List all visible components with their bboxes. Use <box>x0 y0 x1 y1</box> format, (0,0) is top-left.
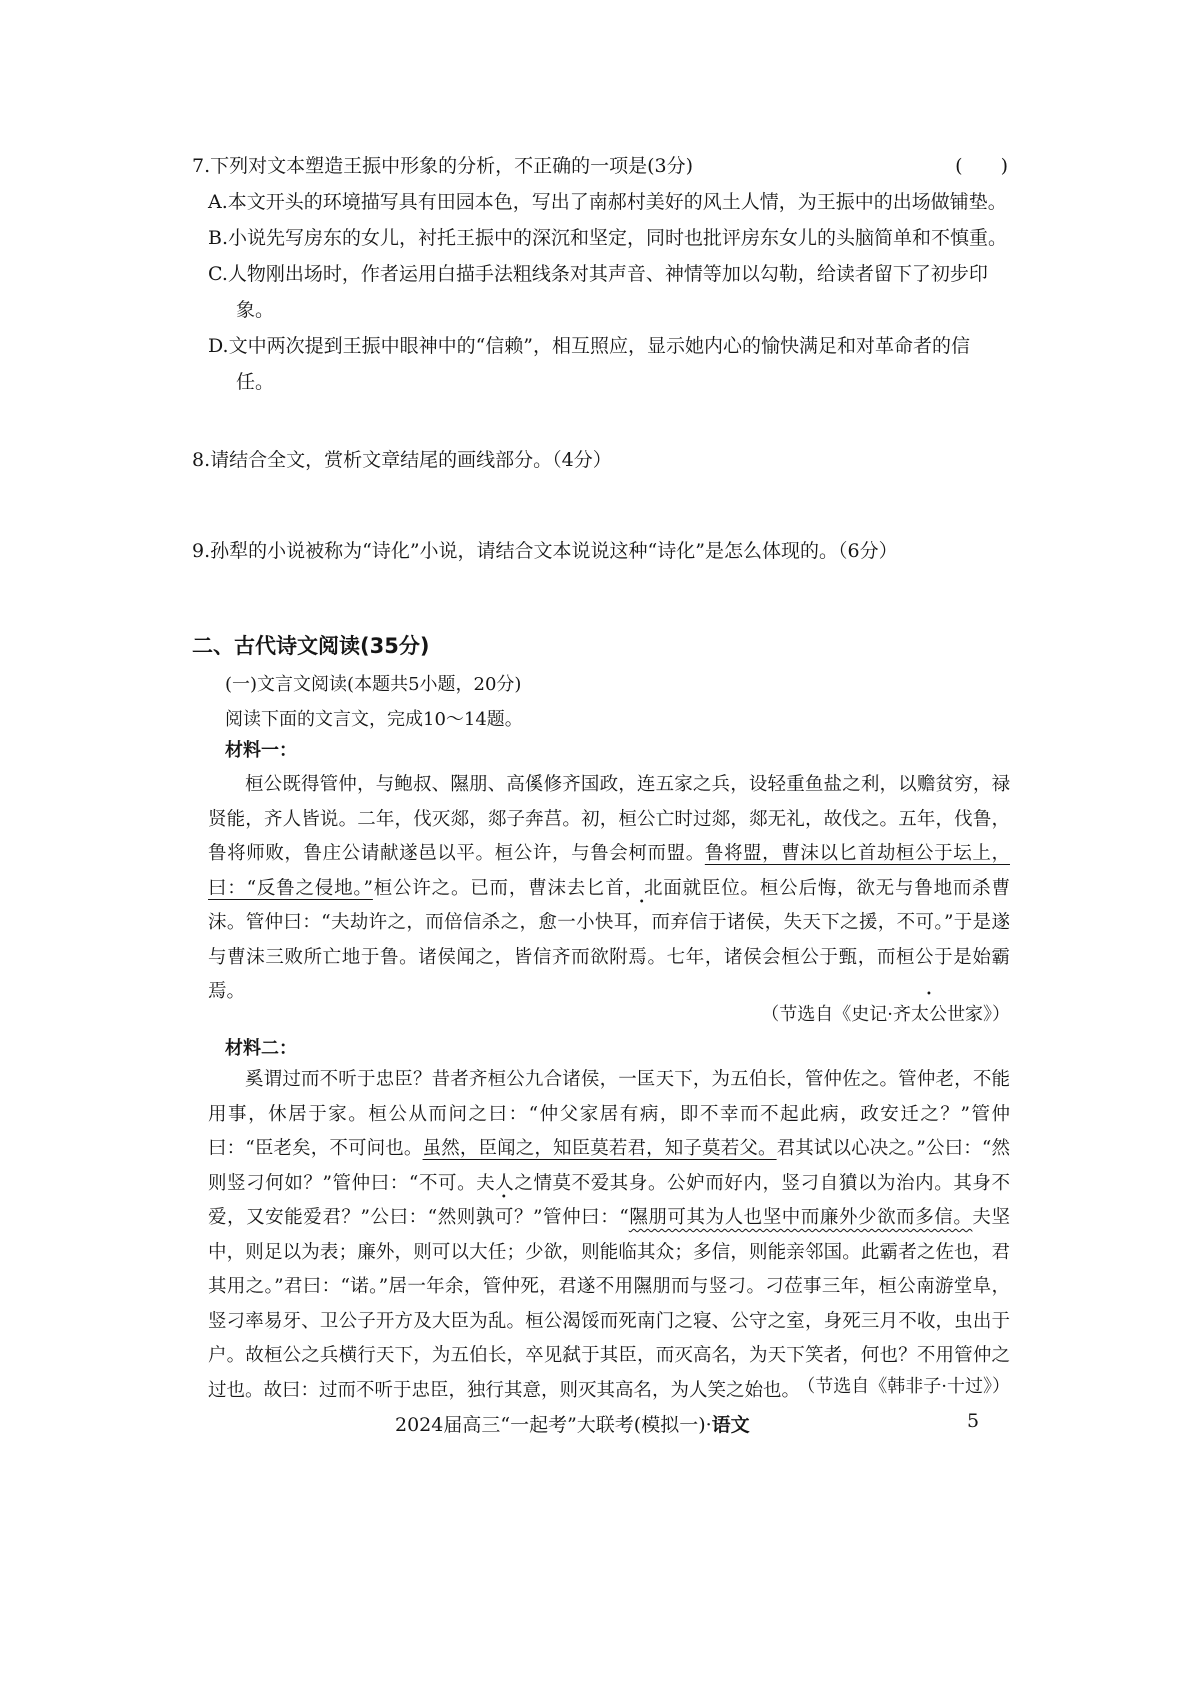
m2-dotted-char: 孰 <box>475 1207 495 1228</box>
m1-source-a: （节选自《史记·齐 <box>761 1004 911 1025</box>
question-7 <box>192 148 1008 400</box>
m1-text-1: 桓公既得管仲，与鲍叔、隰朋、高傒修齐国政，连五家之兵，设轻重鱼盐之利，以赡贫穷，禄贤能，齐人皆说。二年，伐灭郯，郯子奔莒。初，桓公亡时过郯，郯无礼，故伐之。五年，伐鲁，鲁将师败，鲁庄公请献遂邑以平。桓公许，与鲁会柯而盟。 <box>208 774 1010 864</box>
m2-text-2: 君其试以心决之。”公曰：“然则竖刁何如？”管仲曰：“不可。夫人之情莫不爱其身。公妒而好内，竖刁自獖以为治内。其身不爱，又安能爱君？”公曰：“然则 <box>208 1138 1010 1228</box>
material-1-source <box>208 1000 1010 1026</box>
m2-text-3: 可？”管仲曰：“ <box>494 1207 629 1228</box>
m2-text-1: 奚谓过而不听于忠臣？昔者齐桓公九合诸侯，一匡天下，为五伯长，管仲佐之。管仲老，不能用事，休居于家。桓公从而问之曰：“仲父家居有病，即不幸而不起此病，政安迁之？”管仲曰：“臣老矣，不可问也。 <box>208 1069 1010 1159</box>
footer-title <box>395 1410 750 1437</box>
question-8: 8.请结合全文，赏析文章结尾的画线部分。（4分） <box>192 449 612 471</box>
answer-parentheses[interactable]: ( ) <box>955 155 1008 177</box>
material-2-text <box>208 1063 1010 1408</box>
material-2-source: （节选自《韩非子·十过》） <box>797 1376 1010 1397</box>
q7-stem: 7.下列对文本塑造王振中形象的分析，不正确的一项是(3分) <box>192 155 694 177</box>
m1-underlined-sentence: 鲁将盟，曹沫以匕首劫桓公于坛上，曰：“反鲁之侵地。” <box>208 843 1010 899</box>
material-2-label: 材料二： <box>225 1038 297 1059</box>
material-1-text <box>208 768 1010 1010</box>
m1-dotted-char: 耳 <box>613 912 633 933</box>
section-sub-1: (一)文言文阅读(本题共5小题，20分) <box>225 674 522 695</box>
q7-option-c: C.人物刚出场时，作者运用白描手法粗线条对其声音、神情等加以勾勒，给读者留下了初步印象。 <box>208 263 988 321</box>
m2-wavy-sentence: 隰朋可其为人也坚中而廉外少欲而多信。 <box>628 1207 973 1228</box>
section-sub-2: 阅读下面的文言文，完成10～14题。 <box>225 709 523 730</box>
footer-title-text: 2024届高三“一起考”大联考(模拟一)· <box>395 1414 712 1436</box>
q7-option-d: D.文中两次提到王振中眼神中的“信赖”，相互照应，显示她内心的愉快满足和对革命者的信任。 <box>208 335 971 393</box>
m1-source-dotted: 太公 <box>911 1004 947 1025</box>
q7-option-b: B.小说先写房东的女儿，衬托王振中的深沉和坚定，同时也批评房东女儿的头脑简单和不慎重。 <box>208 227 1008 249</box>
page-number: 5 <box>967 1410 980 1432</box>
footer-subject: 语文 <box>711 1414 750 1436</box>
m2-underlined-sentence: 虽然，臣闻之，知臣莫若君，知子莫若父。 <box>422 1138 777 1159</box>
m1-text-3: ，而弃信于诸侯，失天下之援，不可。”于是遂与曹沫三败所亡地于鲁。诸侯闻之，皆信齐而欲附焉。七年，诸侯会桓公于甄，而桓公于是始霸焉。 <box>208 912 1010 1002</box>
m1-source-b: 世家》） <box>947 1004 1010 1025</box>
m1-text-2: 桓公许之。已而，曹沫去匕首，北面就臣位。桓公后悔，欲无与鲁地而杀曹沫。管仲曰：“夫劫许之，而倍信杀之，愈一小快 <box>208 877 1010 933</box>
material-1-label: 材料一： <box>225 740 297 761</box>
section-title: 二、古代诗文阅读(35分) <box>192 634 430 658</box>
m2-text-4: 夫坚中，则足以为表；廉外，则可以大任；少欲，则能临其众；多信，则能亲邻国。此霸者之佐也，君其用之。”君曰：“诺。”居一年余，管仲死，君遂不用隰朋而与竖刁。刁莅事三年，桓公南游堂阜，竖刁率易牙、卫公子开方及大臣为乱。桓公渴馁而死南门之寝、公守之室，身死三月不收，虫出于户。故桓公之兵横行天下，为五伯长，卒见弑于其臣，而灭高名，为天下笑者，何也？不用管仲之过也。故曰：过而不听于忠臣，独行其意，则灭其高名，为人笑之始也。 <box>208 1207 1010 1401</box>
question-9: 9.孙犁的小说被称为“诗化”小说，请结合文本说说这种“诗化”是怎么体现的。（6分） <box>192 540 898 562</box>
q7-option-a: A.本文开头的环境描写具有田园本色，写出了南郝村美好的风土人情，为王振中的出场做铺垫。 <box>208 191 1007 213</box>
